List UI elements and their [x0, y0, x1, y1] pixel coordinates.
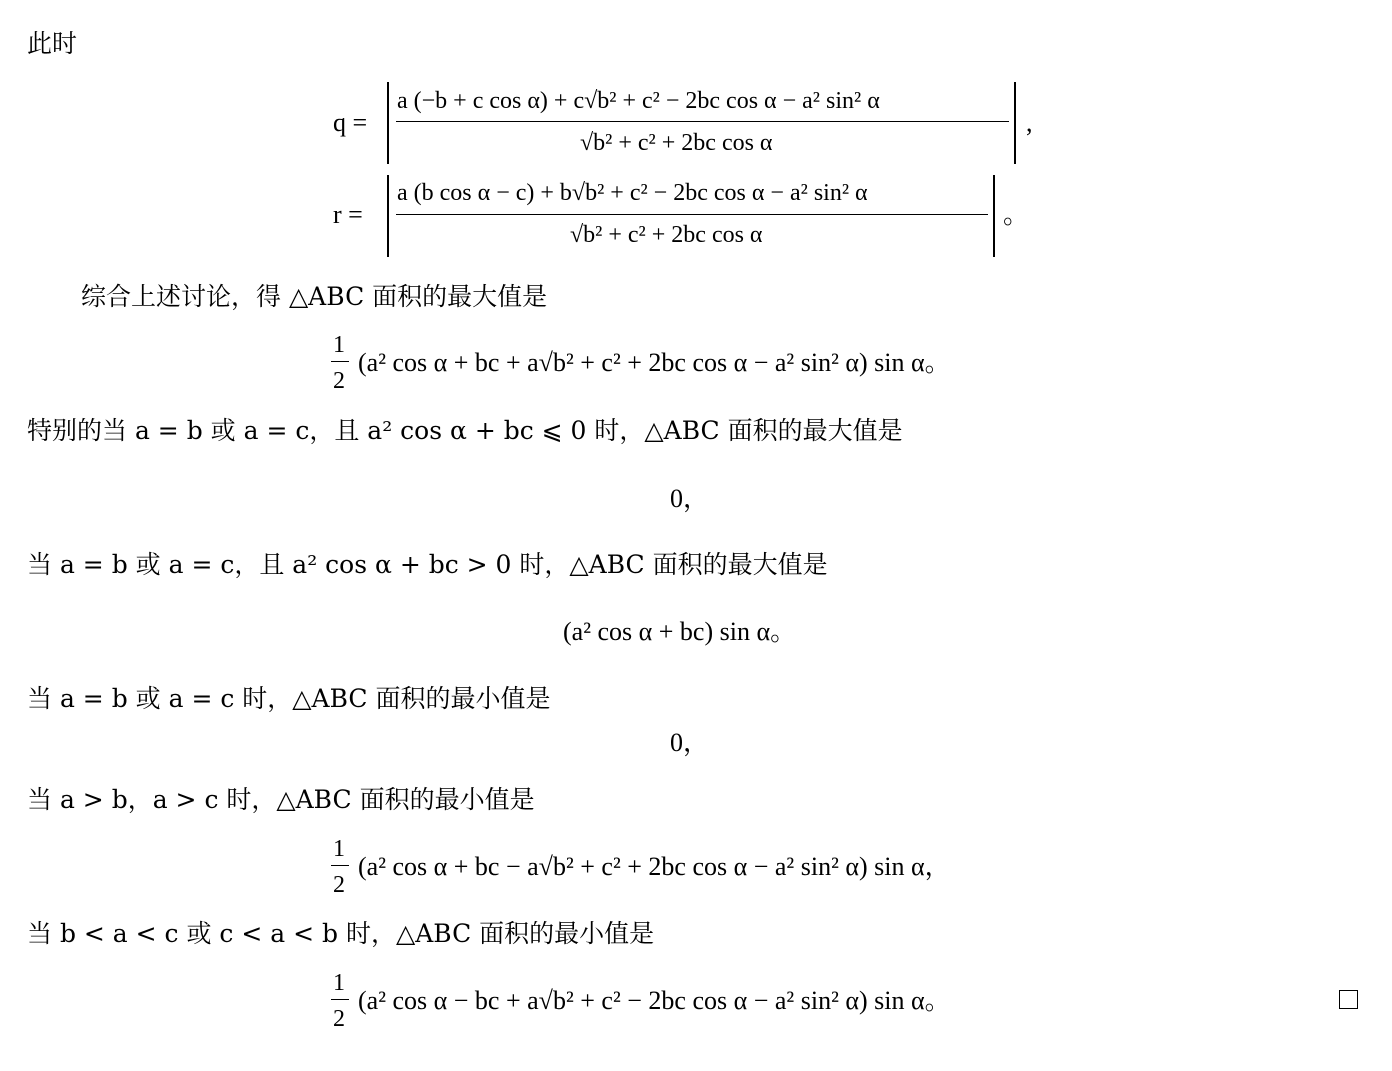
eq-q-lhs: q = [333, 108, 368, 137]
half-numerator-1: 1 [333, 332, 345, 358]
paragraph-summary: 综合上述讨论，得 △ABC 面积的最大值是 [81, 282, 548, 311]
paragraph-min-case-between: 当 b < a < c 或 c < a < b 时，△ABC 面积的最小值是 [27, 919, 655, 948]
eq-r-end: 。 [1003, 200, 1030, 229]
eq-min-area: (a² cos α + bc − a√b² + c² + 2bc cos α − a² sin² α) sin α， [358, 852, 951, 881]
abs-bar-right-r [993, 175, 995, 257]
half-fraction-bar-2 [331, 865, 349, 866]
eq-min-area-2: (a² cos α − bc + a√b² + c² − 2bc cos α − a² sin² α) sin α。 [358, 986, 951, 1015]
eq-max-area-2: (a² cos α + bc) sin α。 [563, 617, 797, 646]
eq-q-numerator: a (−b + c cos α) + c√b² + c² − 2bc cos α − a² sin² α [397, 88, 880, 114]
abs-bar-left-q [387, 82, 389, 164]
half-numerator-3: 1 [333, 970, 345, 996]
eq-q-end: , [1026, 108, 1033, 137]
eq-r-numerator: a (b cos α − c) + b√b² + c² − 2bc cos α − a² sin² α [397, 180, 868, 206]
eq-r-fraction-bar [396, 214, 988, 215]
eq-max-area: (a² cos α + bc + a√b² + c² + 2bc cos α − a² sin² α) sin α。 [358, 348, 951, 377]
paragraph-min-case-equal: 当 a = b 或 a = c 时，△ABC 面积的最小值是 [27, 684, 551, 713]
qed-square-icon [1339, 990, 1358, 1009]
half-denominator-2: 2 [333, 872, 345, 898]
eq-q-denominator: √b² + c² + 2bc cos α [580, 130, 773, 156]
eq-zero-1: 0， [670, 484, 710, 513]
abs-bar-right-q [1014, 82, 1016, 164]
eq-q-fraction-bar [396, 121, 1009, 122]
paragraph-min-case-greater: 当 a > b，a > c 时，△ABC 面积的最小值是 [27, 785, 535, 814]
abs-bar-left-r [387, 175, 389, 257]
half-denominator-3: 2 [333, 1006, 345, 1032]
eq-r-denominator: √b² + c² + 2bc cos α [570, 222, 763, 248]
half-denominator-1: 2 [333, 368, 345, 394]
half-fraction-bar-1 [331, 361, 349, 362]
half-numerator-2: 1 [333, 836, 345, 862]
eq-r-lhs: r = [333, 200, 363, 229]
paragraph-intro: 此时 [27, 29, 78, 58]
paragraph-case-positive: 当 a = b 或 a = c，且 a² cos α + bc > 0 时，△ABC 面积的最大值是 [27, 550, 828, 579]
paragraph-special-case: 特别的当 a = b 或 a = c，且 a² cos α + bc ⩽ 0 时，△ABC 面积的最大值是 [27, 416, 903, 445]
half-fraction-bar-3 [331, 999, 349, 1000]
eq-zero-2: 0， [670, 728, 710, 757]
